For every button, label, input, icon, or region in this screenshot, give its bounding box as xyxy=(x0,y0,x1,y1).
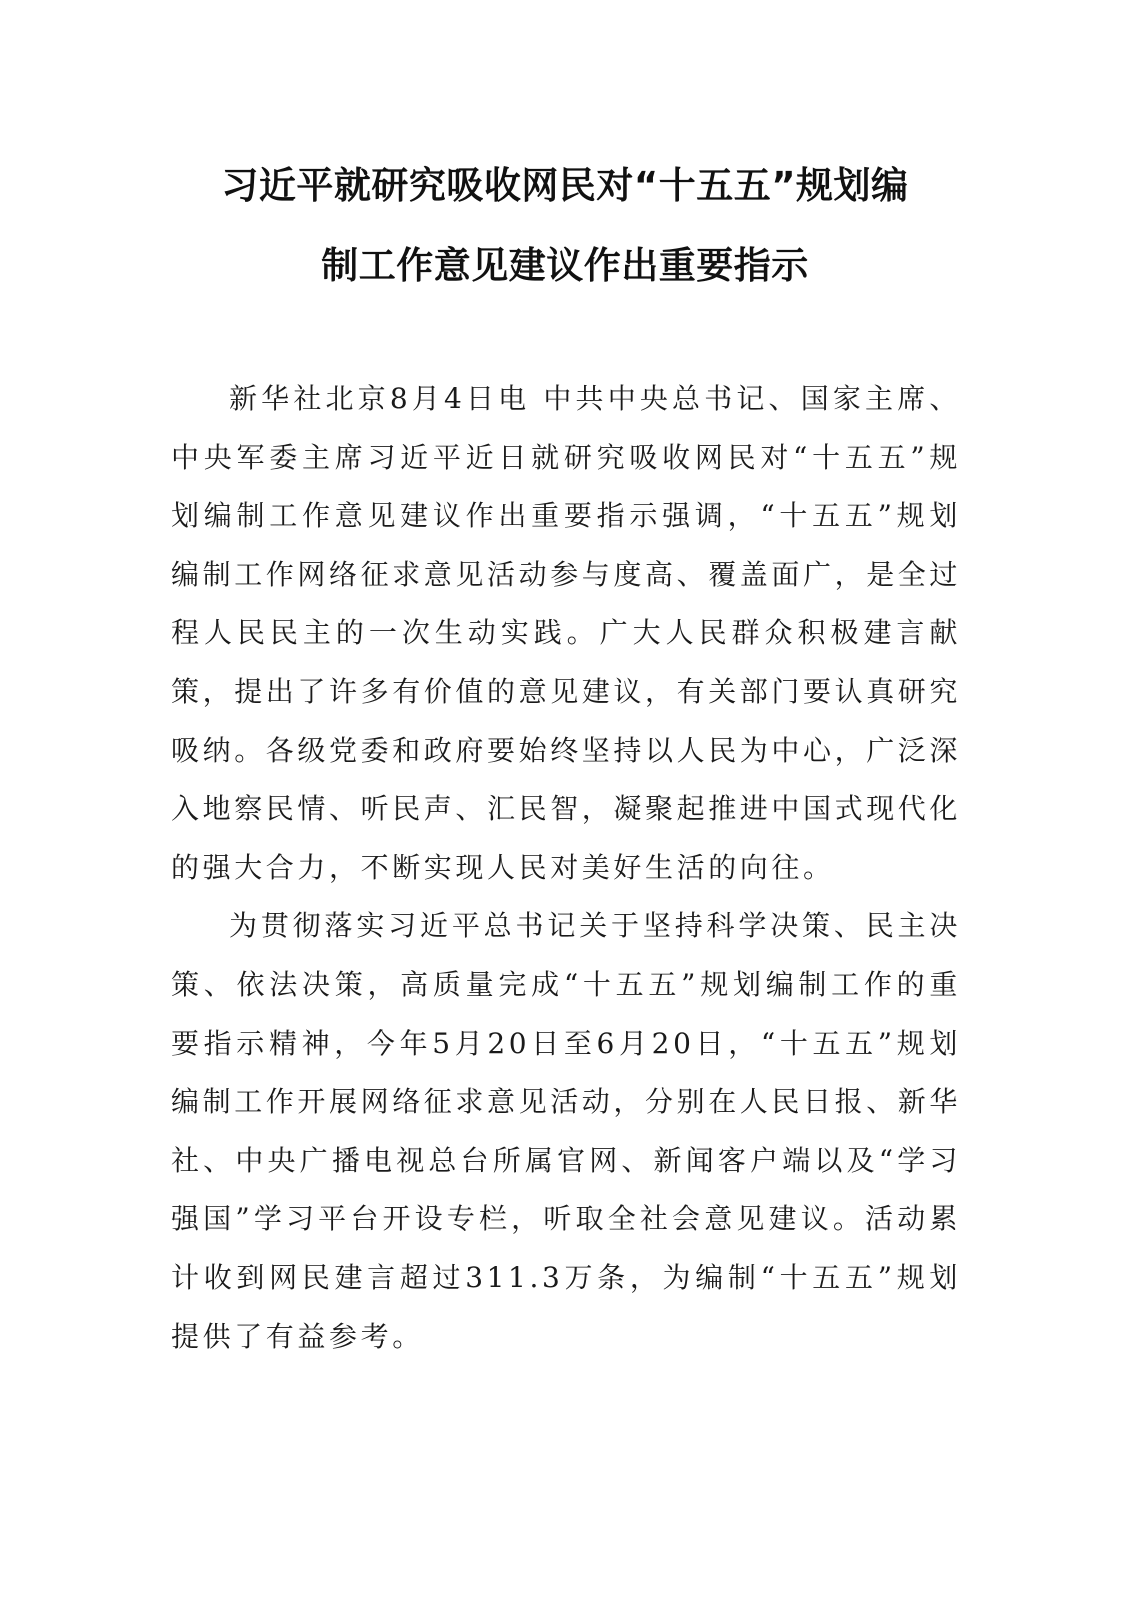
document-body xyxy=(171,370,961,1366)
paragraph-1: 新华社北京8月4日电 中共中央总书记、国家主席、中央军委主席习近平近日就研究吸收网民对“十五五”规划编制工作意见建议作出重要指示强调，“十五五”规划编制工作网络征求意见活动参与度高、覆盖面广，是全过程人民民主的一次生动实践。广大人民群众积极建言献策，提出了许多有价值的意见建议，有关部门要认真研究吸纳。各级党委和政府要始终坚持以人民为中心，广泛深入地察民情、听民声、汇民智，凝聚起推进中国式现代化的强大合力，不断实现人民对美好生活的向往。 xyxy=(171,382,962,884)
title-line-2: 制工作意见建议作出重要指示 xyxy=(321,244,809,287)
title-line-1: 习近平就研究吸收网民对“十五五”规划编 xyxy=(221,164,909,207)
document-title xyxy=(170,146,960,306)
paragraph-2: 为贯彻落实习近平总书记关于坚持科学决策、民主决策、依法决策，高质量完成“十五五”规划编制工作的重要指示精神，今年5月20日至6月20日，“十五五”规划编制工作开展网络征求意见活动，分别在人民日报、新华社、中央广播电视总台所属官网、新闻客户端以及“学习强国”学习平台开设专栏，听取全社会意见建议。活动累计收到网民建言超过311.3万条，为编制“十五五”规划提供了有益参考。 xyxy=(171,909,962,1353)
